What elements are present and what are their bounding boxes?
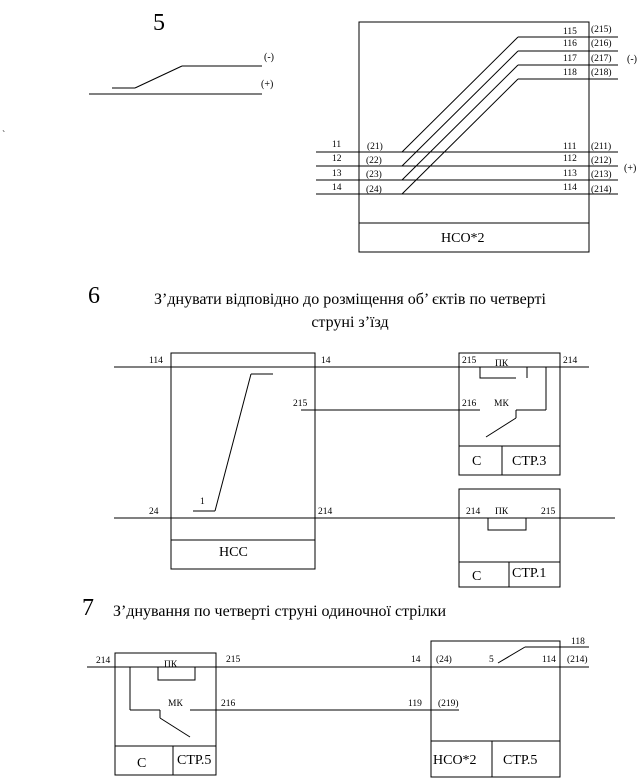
wire-label: 119 bbox=[408, 699, 422, 709]
group-plus-label: (+) bbox=[624, 163, 637, 174]
wire-label: 14 bbox=[321, 356, 331, 366]
wire-label-alt: (24) bbox=[436, 655, 452, 665]
wire-label-alt: (215) bbox=[591, 25, 612, 35]
wire-label: 215 bbox=[226, 655, 241, 665]
wire-label: 11 bbox=[332, 140, 342, 150]
wire-label: 216 bbox=[221, 699, 236, 709]
wire-label: 214 bbox=[318, 507, 333, 517]
section-7-caption: З’днування по четверті струні одиночної стрілки bbox=[113, 603, 447, 620]
diagonal-wire-4 bbox=[402, 79, 518, 194]
wire-label-alt: (24) bbox=[366, 185, 382, 195]
contact-label: 1 bbox=[200, 497, 205, 507]
wire-label: 12 bbox=[332, 154, 342, 164]
str1-c-label: С bbox=[472, 569, 482, 584]
str5-left-name-label: СТР.5 bbox=[177, 753, 212, 768]
wire-label: 114 bbox=[149, 356, 163, 366]
wire-label: 118 bbox=[571, 637, 585, 647]
wire-label-alt: (217) bbox=[591, 54, 612, 64]
hcc-contact-arm bbox=[215, 374, 251, 511]
plus-label: (+) bbox=[261, 79, 274, 90]
wire-label: 115 bbox=[563, 27, 577, 37]
str3-name-label: СТР.3 bbox=[512, 454, 547, 469]
wire-label: 114 bbox=[542, 655, 556, 665]
pk-label: ПК bbox=[495, 507, 509, 517]
wire-label-alt: (218) bbox=[591, 68, 612, 78]
wire-label: 117 bbox=[563, 54, 577, 64]
wire-label: 214 bbox=[96, 656, 111, 666]
section-5 bbox=[2, 10, 637, 252]
str5-left-c-label: С bbox=[137, 756, 147, 771]
section-6-caption-line-1: З’днувати відповідно до розміщення об’ єктів по четверті bbox=[154, 291, 546, 308]
str5-left-mk-contact bbox=[160, 718, 190, 737]
section-7 bbox=[82, 595, 589, 777]
section-6-caption-line-2: струні з’їзд bbox=[311, 314, 389, 331]
minus-label: (-) bbox=[264, 52, 274, 63]
mk-label: МК bbox=[168, 699, 183, 709]
wire-label: 215 bbox=[541, 507, 556, 517]
nco2-block-label: НСО*2 bbox=[441, 231, 485, 246]
diagonal-wire-1 bbox=[402, 37, 518, 152]
wire-label: 114 bbox=[563, 183, 577, 193]
str3-mk-contact bbox=[486, 418, 516, 437]
wire-label: 111 bbox=[563, 142, 577, 152]
wire-label: 112 bbox=[563, 154, 577, 164]
pk-label: ПК bbox=[495, 359, 509, 369]
str3-c-label: С bbox=[472, 454, 482, 469]
wire-label: 215 bbox=[293, 399, 308, 409]
contact-label: 5 bbox=[489, 655, 494, 665]
hcc-block-label: НСС bbox=[219, 545, 248, 560]
wire-label-alt: (212) bbox=[591, 156, 612, 166]
stray-mark: ` bbox=[2, 130, 6, 141]
nco-contact-arm bbox=[498, 647, 525, 663]
str1-pk-contact bbox=[488, 518, 526, 530]
wire-label: 14 bbox=[332, 183, 342, 193]
nco-label: НСО*2 bbox=[433, 753, 477, 768]
wire-label-alt: (214) bbox=[591, 185, 612, 195]
str1-name-label: СТР.1 bbox=[512, 566, 547, 581]
section-7-number: 7 bbox=[82, 595, 94, 621]
wire-label: 214 bbox=[466, 507, 481, 517]
wire-label-alt: (23) bbox=[366, 170, 382, 180]
wire-label-alt: (21) bbox=[367, 142, 383, 152]
wire-label-alt: (219) bbox=[438, 699, 459, 709]
hcc-block bbox=[171, 353, 315, 569]
nco2-block bbox=[359, 22, 589, 252]
wire-label-alt: (214) bbox=[567, 655, 588, 665]
wire-label: 118 bbox=[563, 68, 577, 78]
wire-label: 116 bbox=[563, 39, 577, 49]
wire-label-alt: (213) bbox=[591, 170, 612, 180]
section-6-number: 6 bbox=[88, 283, 100, 309]
diagonal-wire-3 bbox=[402, 65, 518, 180]
pk-label: ПК bbox=[164, 660, 178, 670]
str5-right-label: СТР.5 bbox=[503, 753, 538, 768]
section-6 bbox=[88, 283, 615, 587]
wire-label: 13 bbox=[332, 169, 342, 179]
wire-label: 214 bbox=[563, 356, 578, 366]
wire-label: 14 bbox=[411, 655, 421, 665]
wire-label-alt: (216) bbox=[591, 39, 612, 49]
wire-label: 215 bbox=[462, 356, 477, 366]
wire-label: 113 bbox=[563, 169, 577, 179]
mk-label: МК bbox=[494, 399, 509, 409]
wire-label: 216 bbox=[462, 399, 477, 409]
wire-label-alt: (211) bbox=[591, 142, 612, 152]
wire-label: 24 bbox=[149, 507, 159, 517]
diagonal-wire-2 bbox=[402, 51, 518, 166]
switch-contact-arm bbox=[135, 66, 182, 88]
wire-label-alt: (22) bbox=[366, 156, 382, 166]
group-minus-label: (-) bbox=[627, 54, 637, 65]
section-5-number: 5 bbox=[153, 10, 165, 36]
